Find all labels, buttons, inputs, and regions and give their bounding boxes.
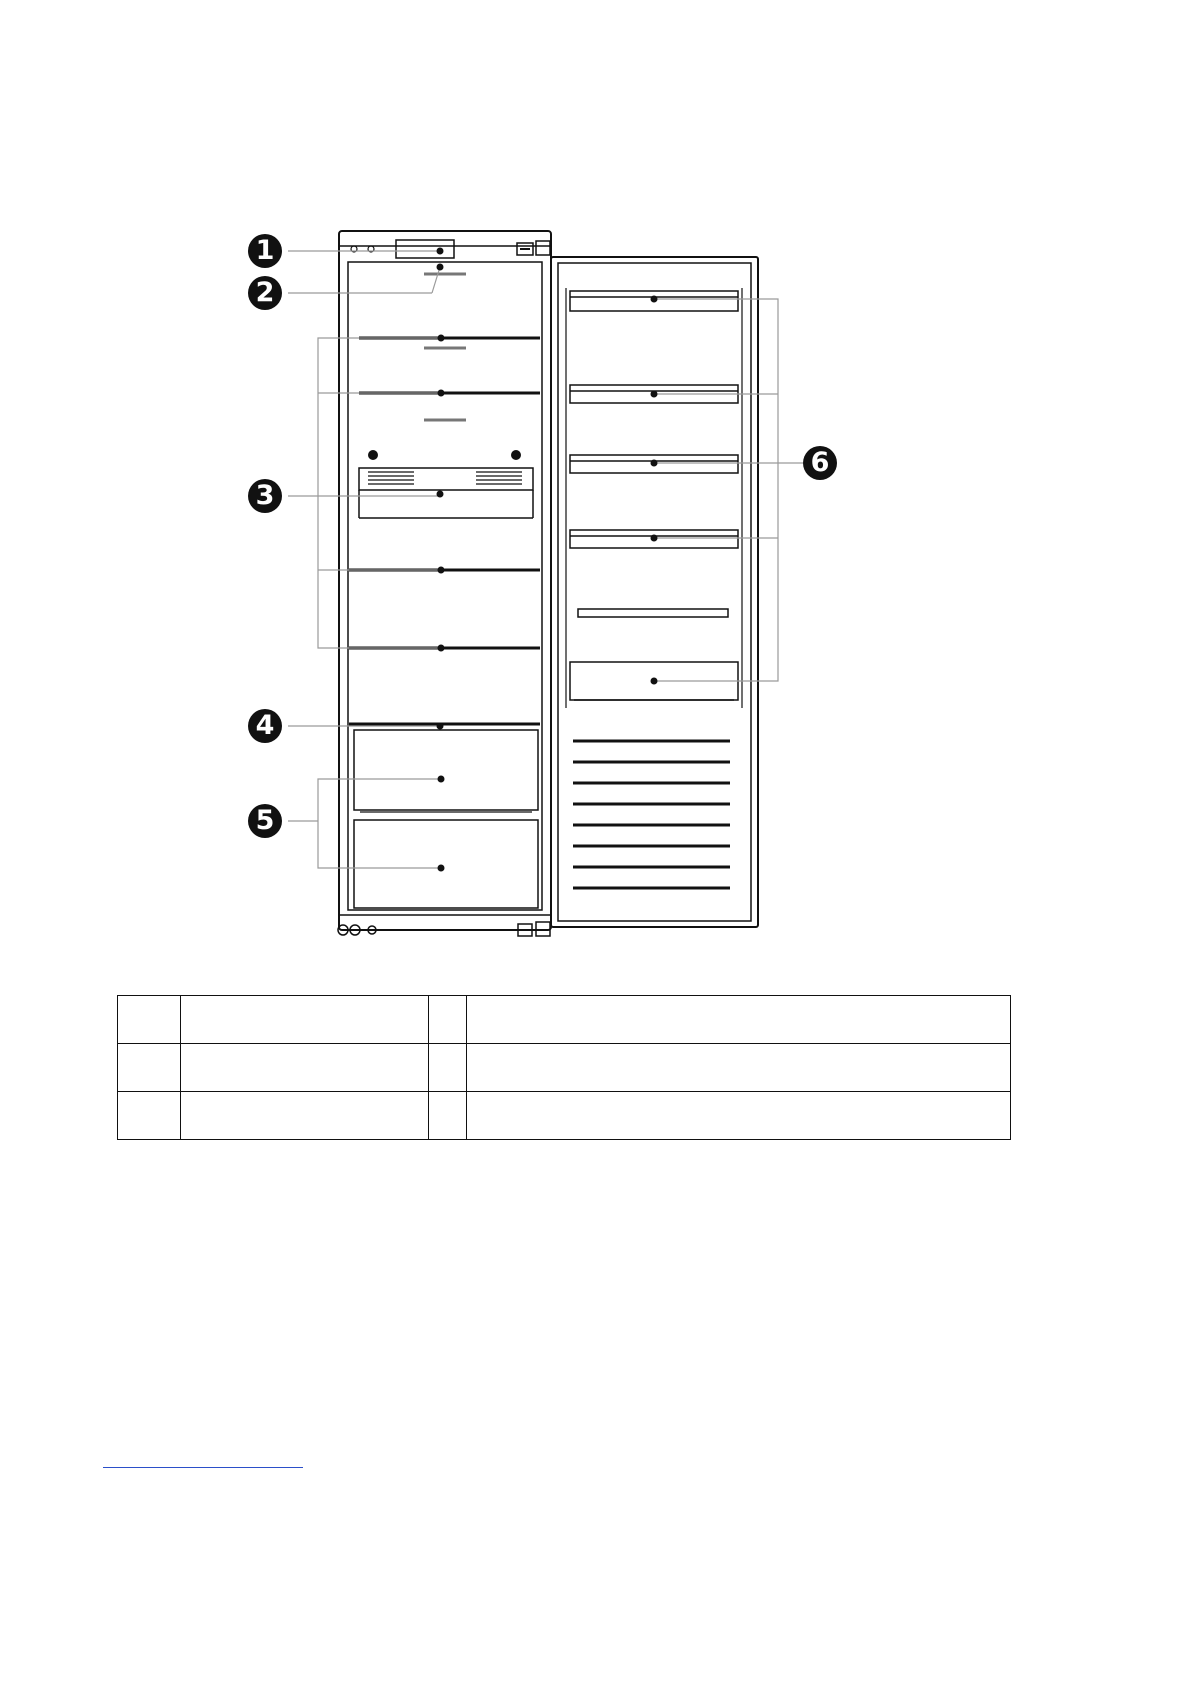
door (551, 257, 758, 927)
drawer-lower (354, 820, 538, 908)
callout-6: 6 (803, 446, 837, 480)
leader-lines (288, 251, 803, 868)
part-name-cell (467, 1092, 1011, 1140)
callout-3: 3 (248, 479, 282, 513)
part-name-cell (181, 996, 429, 1044)
drawer-upper (354, 730, 538, 810)
table-row (118, 996, 1011, 1044)
part-name-cell (181, 1044, 429, 1092)
table-row (118, 1092, 1011, 1140)
footer-link[interactable] (103, 1451, 303, 1468)
part-name-cell (467, 996, 1011, 1044)
part-number-cell (429, 1092, 467, 1140)
table-row (118, 1044, 1011, 1092)
part-number-cell (118, 1092, 181, 1140)
callout-2: 2 (248, 276, 282, 310)
marker-dots (437, 248, 658, 872)
part-number-cell (429, 996, 467, 1044)
control-panel (396, 240, 454, 258)
part-number-cell (118, 996, 181, 1044)
callout-5: 5 (248, 804, 282, 838)
parts-legend-table (117, 995, 1011, 1140)
cabinet (338, 231, 551, 936)
callout-1: 1 (248, 234, 282, 268)
callout-4: 4 (248, 709, 282, 743)
part-name-cell (181, 1092, 429, 1140)
part-name-cell (467, 1044, 1011, 1092)
part-number-cell (429, 1044, 467, 1092)
part-number-cell (118, 1044, 181, 1092)
